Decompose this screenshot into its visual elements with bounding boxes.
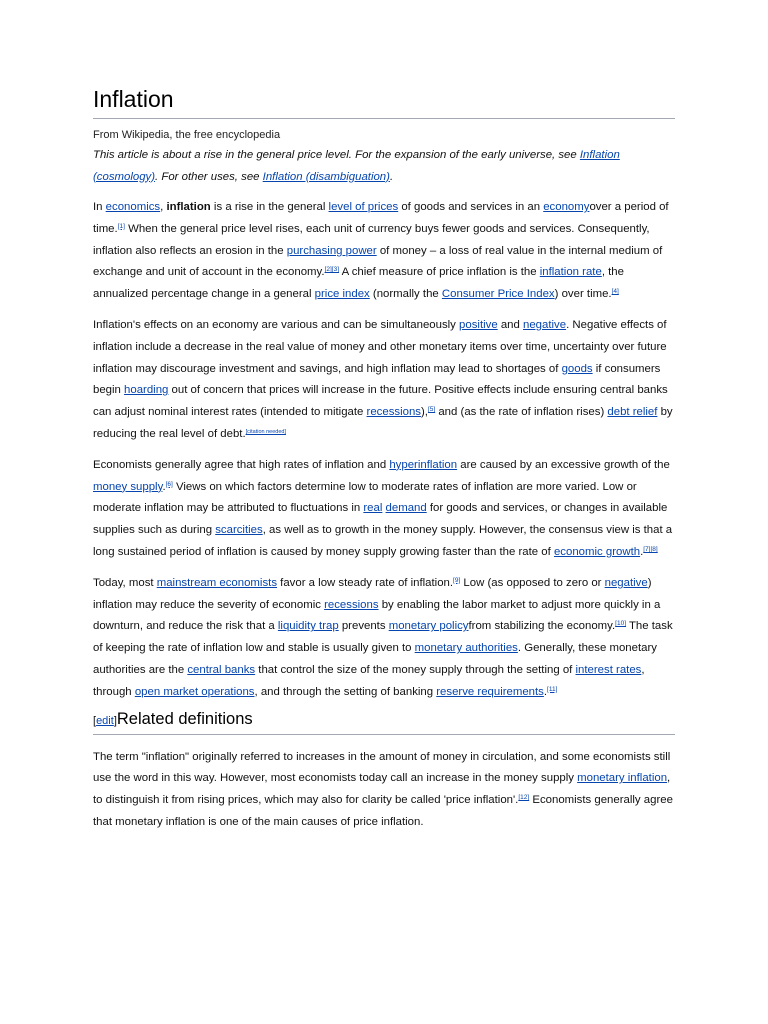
link-liquidity-trap[interactable]: liquidity trap: [277, 620, 339, 633]
link-economic-growth[interactable]: economic growth: [553, 545, 641, 558]
citation-link[interactable]: [7][8]: [643, 545, 658, 553]
link-inflation-cosmology[interactable]: Inflation (cosmology): [93, 149, 620, 183]
bold-term: inflation: [166, 201, 211, 213]
link-monetary-inflation[interactable]: monetary inflation: [577, 772, 668, 785]
citation-link[interactable]: [1]: [117, 222, 125, 230]
site-subtitle: From Wikipedia, the free encyclopedia: [93, 129, 281, 141]
link-negative[interactable]: negative: [523, 318, 567, 331]
link-goods[interactable]: goods: [561, 362, 593, 375]
link-price-index[interactable]: price index: [314, 288, 370, 301]
link-debt-relief[interactable]: debt relief: [607, 406, 658, 419]
paragraph-policy: Today, most mainstream economists favor a low steady rate of inflation.[9] Low (as opposed to zero or negative) inflation may reduce the severity of economic recessions by enabling the labor market to adjust more quickly in a downturn, and reduce the risk that a liquidity trap prevents monetary policyfrom stabilizing the economy.[10] The task of keeping the rate of inflation low and stable is usually given to monetary authorities. Generally, these monetary authorities are the central banks that control the size of the money supply through the setting of interest rates, through open market operations, and through the setting of banking reserve requirements.[11]: [93, 576, 673, 698]
edit-link[interactable]: edit: [96, 714, 114, 727]
link-economy[interactable]: economy: [543, 201, 590, 213]
section-title: Related definitions: [116, 709, 253, 728]
hatnote: This article is about a rise in the general price level. For the expansion of the early universe, see Inflation (cosmology). For other uses, see Inflation (disambiguation).: [93, 149, 620, 183]
link-positive[interactable]: positive: [459, 318, 498, 331]
citation-link[interactable]: [6]: [165, 480, 173, 488]
page-title: Inflation: [93, 84, 675, 119]
link-hoarding[interactable]: hoarding: [124, 384, 169, 397]
link-scarcities[interactable]: scarcities: [215, 524, 263, 537]
link-money-supply[interactable]: money supply: [93, 480, 163, 493]
link-negative[interactable]: negative: [604, 576, 648, 589]
link-hyperinflation[interactable]: hyperinflation: [389, 458, 458, 471]
citation-link[interactable]: [5]: [427, 406, 436, 414]
link-monetary-authorities[interactable]: monetary authorities: [414, 642, 518, 655]
link-level-of-prices[interactable]: level of prices: [328, 201, 399, 213]
link-recessions[interactable]: recessions: [324, 598, 379, 611]
citation-link[interactable]: [4]: [611, 288, 619, 296]
link-inflation-disambiguation[interactable]: Inflation (disambiguation): [262, 170, 390, 183]
link-monetary-policy[interactable]: monetary policy: [388, 620, 469, 633]
citation-link[interactable]: [12]: [518, 794, 530, 802]
citation-link[interactable]: [2][3]: [324, 266, 340, 274]
link-recessions[interactable]: recessions: [366, 406, 421, 419]
citation-link[interactable]: [11]: [547, 685, 558, 693]
link-open-market-operations[interactable]: open market operations: [134, 685, 255, 698]
paragraph-causes: Economists generally agree that high rates of inflation and hyperinflation are caused by an excessive growth of the money supply.[6] Views on which factors determine low to moderate rates of inflation are more varied. Low or moderate inflation may be attributed to fluctuations in real demand for goods and services, or changes in available supplies such as during scarcities, as well as to growth in the money supply. However, the consensus view is that a long sustained period of inflation is caused by money supply growing faster than the rate of economic growth.[7][8]: [93, 458, 673, 558]
link-economics[interactable]: economics: [105, 201, 161, 213]
link-central-banks[interactable]: central banks: [187, 663, 256, 676]
link-purchasing-power[interactable]: purchasing power: [286, 244, 377, 257]
link-consumer-price-index[interactable]: Consumer Price Index: [441, 288, 555, 301]
citation-link[interactable]: [9]: [453, 576, 461, 584]
section-heading: [93, 708, 675, 735]
citation-needed-link[interactable]: [citation needed]: [245, 428, 286, 435]
link-inflation-rate[interactable]: inflation rate: [539, 266, 602, 279]
citation-link[interactable]: [10]: [615, 620, 627, 628]
edit-section: [edit]: [93, 714, 117, 727]
link-interest-rates[interactable]: interest rates: [575, 663, 642, 676]
paragraph-definitions: The term "inflation" originally referred to increases in the amount of money in circulation, and some economists still use the word in this way. However, most economists today call an increase in the money supply monetary inflation, to distinguish it from rising prices, which may also for clarity be called 'price inflation'.[12] Economists generally agree that monetary inflation is one of the main causes of price inflation.: [93, 750, 673, 828]
article: [93, 84, 675, 834]
link-demand[interactable]: demand: [385, 502, 427, 515]
paragraph-effects: Inflation's effects on an economy are various and can be simultaneously positive and negative. Negative effects of inflation include a decrease in the real value of money and other monetary items over time, uncertainty over future inflation may discourage investment and savings, and high inflation may lead to shortages of goods if consumers begin hoarding out of concern that prices will increase in the future. Positive effects include ensuring central banks can adjust nominal interest rates (intended to mitigate recessions),[5] and (as the rate of inflation rises) debt relief by reducing the real level of debt.[citation needed]: [93, 318, 673, 440]
link-mainstream-economists[interactable]: mainstream economists: [156, 576, 278, 589]
link-reserve-requirements[interactable]: reserve requirements: [436, 685, 544, 698]
paragraph-intro: In economics, inflation is a rise in the general level of prices of goods and services in an economyover a period of time.[1] When the general price level rises, each unit of currency buys fewer goods and services. Consequently, inflation also reflects an erosion in the purchasing power of money – a loss of real value in the internal medium of exchange and unit of account in the economy.[2][3] A chief measure of price inflation is the inflation rate, the annualized percentage change in a general price index (normally the Consumer Price Index) over time.[4]: [93, 201, 669, 301]
link-real[interactable]: real: [363, 502, 383, 515]
